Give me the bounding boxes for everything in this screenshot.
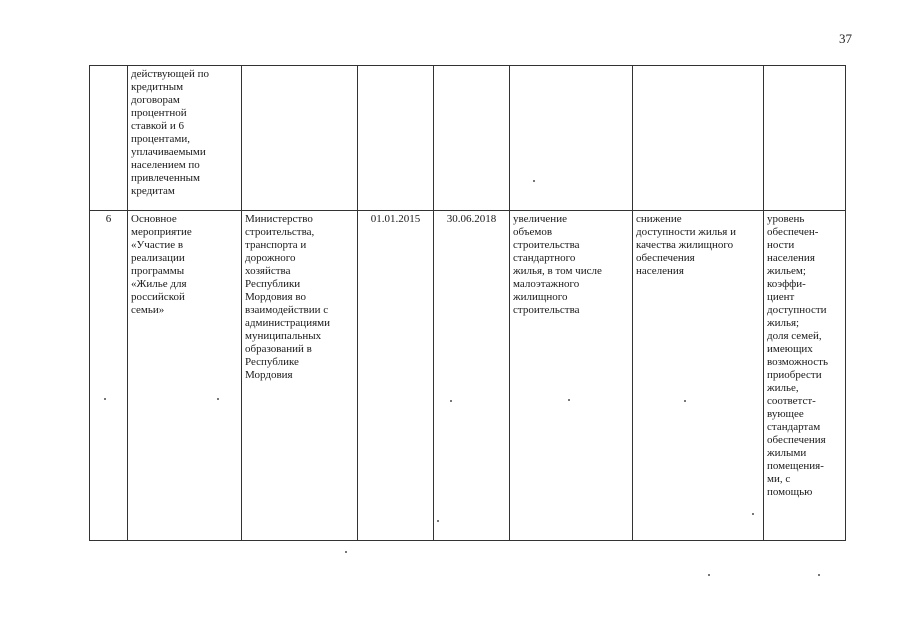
table-row xyxy=(90,211,846,541)
measure-name-cell: Основное мероприятие «Участие в реализации программы «Жилье для российской семьи» xyxy=(128,211,242,541)
indicators-cell: уровень обеспечен- ности населения жильем; коэффи- циент доступности жилья; доля семей, имеющих возможность приобрести жилье, соответст- вующее стандартам обеспечения жилыми помещения- ми, с помощью xyxy=(764,211,846,541)
scan-speck xyxy=(752,513,754,515)
start-date-cell: 01.01.2015 xyxy=(358,211,434,541)
executor-cell xyxy=(242,66,358,211)
scan-speck xyxy=(568,399,570,401)
scan-speck xyxy=(684,400,686,402)
row-number-cell: 6 xyxy=(90,211,128,541)
scan-speck xyxy=(533,180,535,182)
program-measures-table xyxy=(89,65,846,541)
scan-speck xyxy=(708,574,710,576)
consequences-cell xyxy=(633,66,764,211)
row-number-cell xyxy=(90,66,128,211)
table-row xyxy=(90,66,846,211)
expected-result-cell: увеличение объемов строительства стандартного жилья, в том числе малоэтажного жилищного строительства xyxy=(510,211,633,541)
scan-speck xyxy=(437,520,439,522)
measure-name-cell: действующей по кредитным договорам процентной ставкой и 6 процентами, уплачиваемыми населением по привлеченным кредитам xyxy=(128,66,242,211)
start-date-cell xyxy=(358,66,434,211)
consequences-cell: снижение доступности жилья и качества жилищного обеспечения населения xyxy=(633,211,764,541)
expected-result-cell xyxy=(510,66,633,211)
page-number: 37 xyxy=(839,31,852,46)
scan-speck xyxy=(450,400,452,402)
end-date-cell xyxy=(434,66,510,211)
scan-speck xyxy=(818,574,820,576)
executor-cell: Министерство строительства, транспорта и дорожного хозяйства Республики Мордовия во взаимодействии с администрациями муниципальных образований в Республике Мордовия xyxy=(242,211,358,541)
scan-speck xyxy=(345,551,347,553)
end-date-cell: 30.06.2018 xyxy=(434,211,510,541)
indicators-cell xyxy=(764,66,846,211)
scan-speck xyxy=(217,398,219,400)
scan-speck xyxy=(104,398,106,400)
